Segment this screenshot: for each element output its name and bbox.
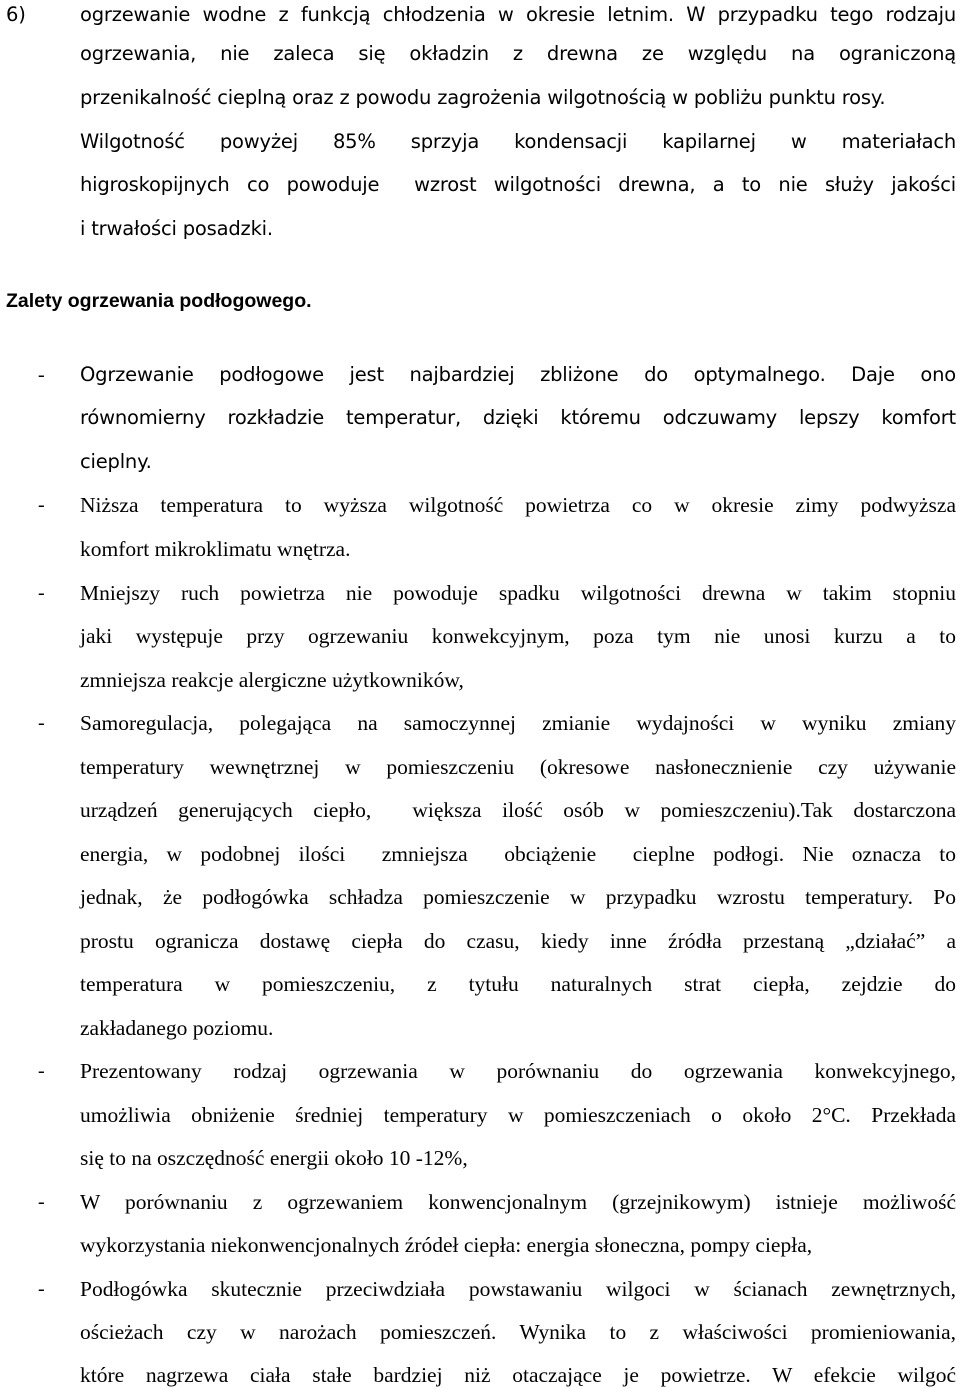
list-number: 6) [6, 3, 26, 26]
bullet-line: cieplny. [80, 450, 152, 473]
bullet-line: Podłogówka skutecznie przeciwdziała powstawaniu wilgoci w ścianach zewnętrznych, [80, 1277, 956, 1301]
paragraph-line: i trwałości posadzki. [80, 217, 273, 240]
bullet-line: Prezentowany rodzaj ogrzewania w porównaniu do ogrzewania konwekcyjnego, [80, 1059, 956, 1083]
bullet-line: zmniejsza reakcje alergiczne użytkowników, [80, 668, 464, 692]
bullet-line: równomierny rozkładzie temperatur, dzięki któremu odczuwamy lepszy komfort [80, 406, 956, 429]
bullet-line: jaki występuje przy ogrzewaniu konwekcyjnym, poza tym nie unosi kurzu a to [80, 624, 956, 648]
bullet-marker: - [38, 712, 45, 734]
bullet-line: które nagrzewa ciała stałe bardziej niż otaczające je powietrze. W efekcie wilgoć [80, 1363, 956, 1387]
bullet-line: zakładanego poziomu. [80, 1016, 274, 1040]
bullet-line: W porównaniu z ogrzewaniem konwencjonalnym (grzejnikowym) istnieje możliwość [80, 1190, 956, 1214]
bullet-line: prostu ogranicza dostawę ciepła do czasu, kiedy inne źródła przestaną „działać” a [80, 929, 956, 953]
bullet-line: temperatura w pomieszczeniu, z tytułu naturalnych strat ciepła, zejdzie do [80, 972, 956, 996]
paragraph-line: ogrzewania, nie zaleca się okładzin z drewna ze względu na ograniczoną [80, 42, 956, 65]
bullet-line: się to na oszczędność energii około 10 -12%, [80, 1146, 468, 1170]
paragraph-line: higroskopijnych co powoduje wzrost wilgotności drewna, a to nie służy jakości [80, 173, 956, 196]
bullet-marker: - [38, 1278, 45, 1300]
bullet-line: energia, w podobnej ilości zmniejsza obciążenie cieplne podłogi. Nie oznacza to [80, 842, 956, 866]
bullet-line: umożliwia obniżenie średniej temperatury w pomieszczeniach o około 2°C. Przekłada [80, 1103, 956, 1127]
bullet-line: Samoregulacja, polegająca na samoczynnej zmianie wydajności w wyniku zmiany [80, 711, 956, 735]
bullet-line: Mniejszy ruch powietrza nie powoduje spadku wilgotności drewna w takim stopniu [80, 581, 956, 605]
paragraph-line: ogrzewanie wodne z funkcją chłodzenia w okresie letnim. W przypadku tego rodzaju [80, 3, 956, 26]
bullet-marker: - [38, 1060, 45, 1082]
bullet-line: komfort mikroklimatu wnętrza. [80, 537, 351, 561]
paragraph-line: przenikalność cieplną oraz z powodu zagrożenia wilgotnością w pobliżu punktu rosy. [80, 86, 886, 109]
paragraph-line: Wilgotność powyżej 85% sprzyja kondensacji kapilarnej w materiałach [80, 130, 956, 153]
bullet-line: temperatury wewnętrznej w pomieszczeniu (okresowe nasłonecznienie czy używanie [80, 755, 956, 779]
bullet-line: ościeżach czy w narożach pomieszczeń. Wynika to z właściwości promieniowania, [80, 1320, 956, 1344]
bullet-line: Niższa temperatura to wyższa wilgotność powietrza co w okresie zimy podwyższa [80, 493, 956, 517]
bullet-marker: - [38, 582, 45, 604]
bullet-marker: - [38, 364, 45, 386]
section-heading: Zalety ogrzewania podłogowego. [6, 290, 312, 312]
bullet-line: urządzeń generujących ciepło, większa ilość osób w pomieszczeniu).Tak dostarczona [80, 798, 956, 822]
bullet-line: wykorzystania niekonwencjonalnych źródeł ciepła: energia słoneczna, pompy ciepła, [80, 1233, 813, 1257]
bullet-marker: - [38, 494, 45, 516]
bullet-marker: - [38, 1191, 45, 1213]
bullet-line: jednak, że podłogówka schładza pomieszczenie w przypadku wzrostu temperatury. Po [80, 885, 956, 909]
bullet-line: Ogrzewanie podłogowe jest najbardziej zbliżone do optymalnego. Daje ono [80, 363, 956, 386]
